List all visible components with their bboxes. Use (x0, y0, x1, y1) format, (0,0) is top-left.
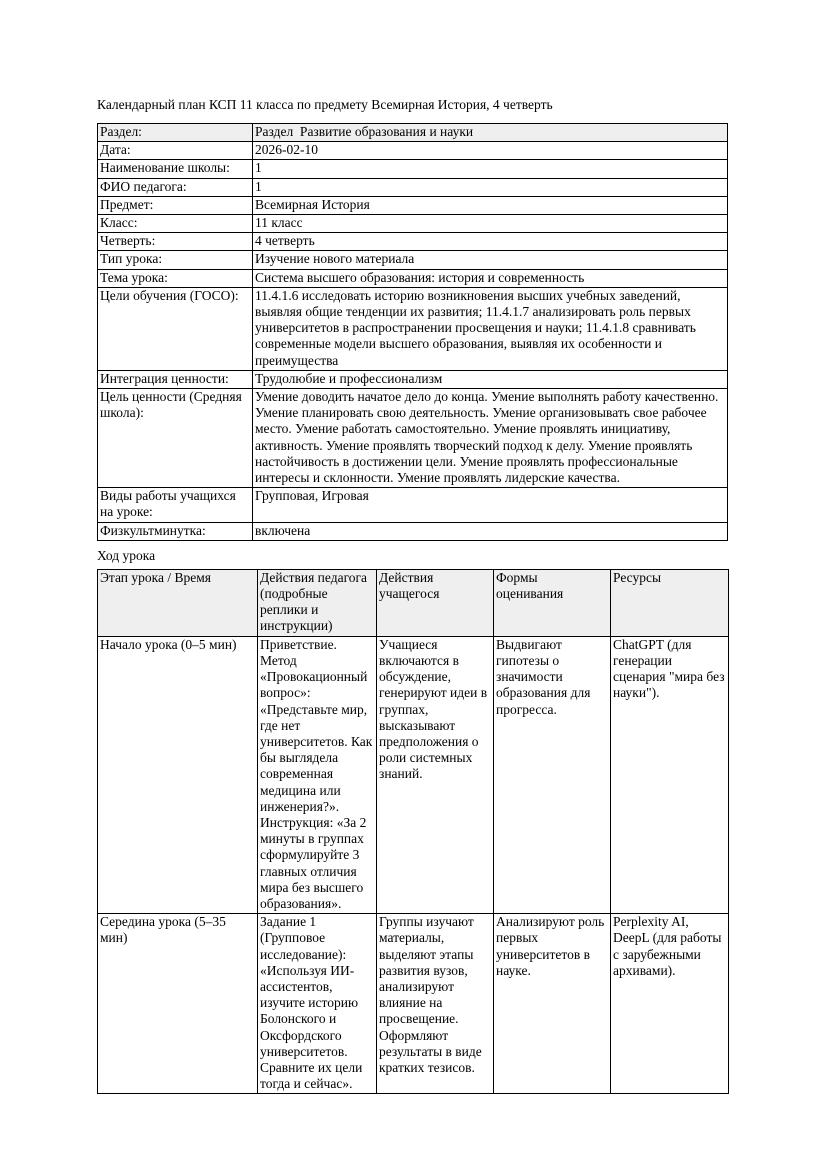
info-row-label: Тип урока: (98, 251, 253, 269)
info-row-value: Трудолюбие и профессионализм (253, 370, 728, 388)
lesson-table-header-cell: Действия учащегося (377, 569, 494, 636)
info-row-label: Четверть: (98, 233, 253, 251)
student-actions-cell: Учащиеся включаются в обсуждение, генерируют идеи в группах, высказывают предположения о роли системных знаний. (377, 636, 494, 913)
info-table-row (98, 370, 728, 388)
lesson-table-row (98, 636, 729, 913)
info-row-value: Групповая, Игровая (253, 488, 728, 522)
info-table-row (98, 142, 728, 160)
info-row-value: 1 (253, 160, 728, 178)
info-row-value: Умение доводить начатое дело до конца. Умение выполнять работу качественно. Умение планировать свою деятельность. Умение организовывать свое рабочее место. Умение работать самостоятельно. Умение проявлять инициативу, активность. Умение проявлять творческий подход к делу. Умение проявлять настойчивость в достижении цели. Умение проявлять профессиональные интересы и склонности. Умение проявлять лидерские качества. (253, 389, 728, 488)
info-row-value: 1 (253, 178, 728, 196)
info-row-label: Цели обучения (ГОСО): (98, 287, 253, 370)
assessment-forms-cell: Выдвигают гипотезы о значимости образования для прогресса. (494, 636, 611, 913)
info-row-label: Цель ценности (Средняя школа): (98, 389, 253, 488)
lesson-table-header-cell: Формы оценивания (494, 569, 611, 636)
lesson-table-header-cell: Этап урока / Время (98, 569, 258, 636)
teacher-actions-cell: Приветствие. Метод «Провокационный вопрос»: «Представьте мир, где нет университетов. Как бы выглядела современная медицина или инженерия?». Инструкция: «За 2 минуты в группах сформулируйте 3 главных отличия мира без высшего образования». (258, 636, 377, 913)
info-table-row (98, 178, 728, 196)
info-table (97, 123, 728, 541)
lesson-table-header-row (98, 569, 729, 636)
lesson-flow-heading: Ход урока (97, 547, 156, 563)
student-actions-cell: Группы изучают материалы, выделяют этапы развития вузов, анализируют влияние на просвещение. Оформляют результаты в виде кратких тезисов. (377, 914, 494, 1094)
info-row-value: Раздел Развитие образования и науки (253, 124, 728, 142)
info-row-value: Изучение нового материала (253, 251, 728, 269)
info-row-value: 11 класс (253, 215, 728, 233)
lesson-table-row (98, 914, 729, 1094)
info-row-label: Виды работы учащихся на уроке: (98, 488, 253, 522)
info-row-label: Тема урока: (98, 269, 253, 287)
lesson-table-header-cell: Действия педагога (подробные реплики и инструкции) (258, 569, 377, 636)
info-row-label: Предмет: (98, 196, 253, 214)
info-table-row (98, 287, 728, 370)
stage-cell: Начало урока (0–5 мин) (98, 636, 258, 913)
info-table-row (98, 160, 728, 178)
info-table-row (98, 389, 728, 488)
lesson-table-header-cell: Ресурсы (611, 569, 729, 636)
info-row-label: Физкультминутка: (98, 522, 253, 540)
document-content (97, 97, 728, 1094)
info-table-row (98, 522, 728, 540)
info-row-label: Интеграция ценности: (98, 370, 253, 388)
stage-cell: Середина урока (5–35 мин) (98, 914, 258, 1094)
info-table-row (98, 269, 728, 287)
info-row-label: Наименование школы: (98, 160, 253, 178)
info-row-label: Дата: (98, 142, 253, 160)
info-table-row (98, 251, 728, 269)
info-row-label: Класс: (98, 215, 253, 233)
document-title: Календарный план КСП 11 класса по предмету Всемирная История, 4 четверть (97, 97, 553, 112)
info-table-row (98, 488, 728, 522)
resources-cell: ChatGPT (для генерации сценария "мира без науки"). (611, 636, 729, 913)
info-row-label: ФИО педагога: (98, 178, 253, 196)
info-row-value: включена (253, 522, 728, 540)
lesson-table (97, 569, 729, 1095)
info-row-value: 2026-02-10 (253, 142, 728, 160)
resources-cell: Perplexity AI, DeepL (для работы с зарубежными архивами). (611, 914, 729, 1094)
info-table-row (98, 233, 728, 251)
teacher-actions-cell: Задание 1 (Групповое исследование): «Используя ИИ-ассистентов, изучите историю Болонского и Оксфордского университетов. Сравните их цели тогда и сейчас». (258, 914, 377, 1094)
info-table-row (98, 124, 728, 142)
info-row-value: 11.4.1.6 исследовать историю возникновения высших учебных заведений, выявляя общие тенденции их развития; 11.4.1.7 анализировать роль первых университетов в распространении просвещения и науки; 11.4.1.8 сравнивать современные модели высшего образования, выявляя их особенности и преимущества (253, 287, 728, 370)
info-row-value: Система высшего образования: история и современность (253, 269, 728, 287)
info-row-value: 4 четверть (253, 233, 728, 251)
info-row-label: Раздел: (98, 124, 253, 142)
info-table-row (98, 196, 728, 214)
assessment-forms-cell: Анализируют роль первых университетов в науке. (494, 914, 611, 1094)
info-table-row (98, 215, 728, 233)
info-row-value: Всемирная История (253, 196, 728, 214)
